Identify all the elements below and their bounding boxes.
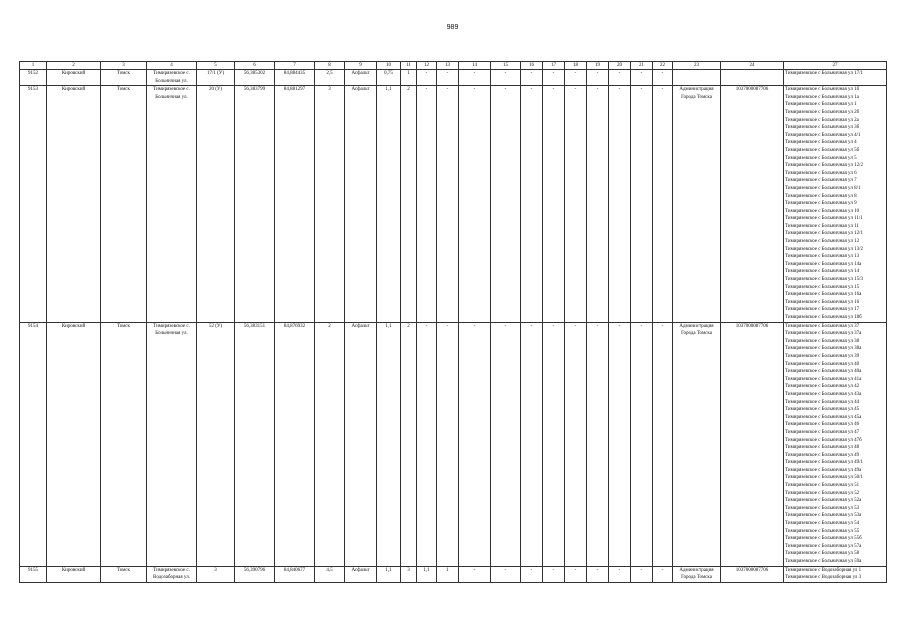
table-cell: - xyxy=(609,322,631,566)
table-cell: - xyxy=(459,566,491,582)
table-cell: - xyxy=(459,322,491,566)
table-cell xyxy=(721,70,784,86)
address-item: Тимирязевское с Больничная ул 15/3 xyxy=(785,277,863,283)
column-number-7: 7 xyxy=(275,62,315,70)
table-cell: - xyxy=(417,70,437,86)
table-cell: - xyxy=(437,322,459,566)
table-cell: - xyxy=(631,322,653,566)
table-cell: Томск xyxy=(101,86,147,322)
address-item: Тимирязевское с Больничная ул 46 xyxy=(785,422,860,428)
table-cell: - xyxy=(653,70,673,86)
table-cell: 2 xyxy=(315,322,345,566)
address-item: Тимирязевское с Больничная ул 38 xyxy=(785,338,860,344)
table-cell: 84,881297 xyxy=(275,86,315,322)
table-cell: Тимирязевское с. Больничная ул. xyxy=(147,70,197,86)
address-item: Тимирязевское с Больничная ул 5 xyxy=(785,155,857,161)
table-cell: 17/1 (У) xyxy=(197,70,235,86)
table-cell: 9153 xyxy=(20,86,47,322)
table-cell: Кировский xyxy=(47,86,101,322)
address-item: Тимирязевское с Больничная ул 8/1 xyxy=(785,185,861,191)
table-cell: - xyxy=(543,322,565,566)
table-cell: - xyxy=(521,566,543,582)
table-cell: 1,1 xyxy=(377,322,401,566)
table-cell: 1 xyxy=(401,70,417,86)
table-cell: - xyxy=(631,70,653,86)
address-item: Тимирязевское с Больничная ул 15 xyxy=(785,284,860,290)
table-cell: - xyxy=(491,566,521,582)
table-cell: Администрация Города Томска xyxy=(673,322,721,566)
address-item: Тимирязевское с Больничная ул 40а xyxy=(785,369,862,375)
address-item: Тимирязевское с Больничная ул 10 xyxy=(785,208,860,214)
address-item: Тимирязевское с Больничная ул 12/1 xyxy=(785,231,863,237)
table-row xyxy=(20,322,887,566)
column-number-10: 10 xyxy=(377,62,401,70)
table-cell: 56,383799 xyxy=(235,86,275,322)
table-cell: - xyxy=(565,322,587,566)
table-cell: - xyxy=(437,86,459,322)
address-item: Тимирязевское с Больничная ул 41а xyxy=(785,376,862,382)
table-cell: - xyxy=(521,86,543,322)
column-number-3: 3 xyxy=(101,62,147,70)
column-number-15: 15 xyxy=(491,62,521,70)
table-cell: 20 (У) xyxy=(197,86,235,322)
address-item: Тимирязевское с Больничная ул 16 xyxy=(785,299,860,305)
column-number-6: 6 xyxy=(235,62,275,70)
table-cell: 4,5 xyxy=(315,566,345,582)
table-cell: 84,876932 xyxy=(275,322,315,566)
table-cell: - xyxy=(543,566,565,582)
column-number-1: 1 xyxy=(20,62,47,70)
table-cell: - xyxy=(437,70,459,86)
table-cell: Томск xyxy=(101,70,147,86)
address-item: Тимирязевское с Больничная ул 50/1 xyxy=(785,475,863,481)
table-cell: - xyxy=(653,566,673,582)
table-cell: - xyxy=(609,70,631,86)
table-cell xyxy=(673,70,721,86)
column-number-12: 12 xyxy=(417,62,437,70)
table-cell: Администрация Города Томска xyxy=(673,566,721,582)
address-item: Тимирязевское с Больничная ул 40 xyxy=(785,361,860,367)
table-row xyxy=(20,566,887,582)
table-row xyxy=(20,86,887,322)
page-number: 989 xyxy=(446,24,459,31)
address-item: Тимирязевское с Больничная ул 1 xyxy=(785,102,857,108)
table-cell: 2 xyxy=(401,86,417,322)
address-item: Тимирязевское с Больничная ул 9 xyxy=(785,201,857,207)
address-item: Тимирязевское с Больничная ул 37 xyxy=(785,323,860,329)
address-list xyxy=(784,86,887,322)
column-number-25: 27 xyxy=(784,62,887,70)
address-item: Тимирязевское с Больничная ул 39 xyxy=(785,353,860,359)
table-cell: 84,840677 xyxy=(275,566,315,582)
column-number-row xyxy=(20,62,887,70)
table-cell: 9155 xyxy=(20,566,47,582)
table-cell: - xyxy=(521,322,543,566)
table-cell: 1 xyxy=(437,566,459,582)
column-number-5: 5 xyxy=(197,62,235,70)
address-item: Тимирязевское с Больничная ул 47б xyxy=(785,437,862,443)
table-cell: - xyxy=(587,322,609,566)
column-number-11: 11 xyxy=(401,62,417,70)
table-cell: 1037000087706 xyxy=(721,86,784,322)
address-item: Тимирязевское с Больничная ул 55 xyxy=(785,528,860,534)
column-number-20: 20 xyxy=(609,62,631,70)
address-item: Тимирязевское с Больничная ул 13/2 xyxy=(785,246,863,252)
table-cell: 84,884435 xyxy=(275,70,315,86)
address-item: Тимирязевское с Больничная ул 2а xyxy=(785,117,859,123)
table-cell: 3 xyxy=(401,566,417,582)
table-cell: 1,1 xyxy=(377,566,401,582)
table-cell: 9154 xyxy=(20,322,47,566)
address-list xyxy=(784,322,887,566)
address-item: Тимирязевское с Больничная ул 49а xyxy=(785,467,862,473)
address-item: Тимирязевское с Больничная ул 18б xyxy=(785,315,862,320)
table-cell: - xyxy=(459,70,491,86)
address-item: Тимирязевское с Больничная ул 13 xyxy=(785,254,860,260)
table-cell: 1037000087706 xyxy=(721,566,784,582)
address-item: Тимирязевское с Больничная ул 49 xyxy=(785,452,860,458)
column-number-2: 2 xyxy=(47,62,101,70)
address-item: Тимирязевское с Больничная ул 52а xyxy=(785,498,862,504)
table-cell: 1,1 xyxy=(417,566,437,582)
registry-body xyxy=(20,62,887,583)
column-number-18: 18 xyxy=(565,62,587,70)
table-cell: 56,390796 xyxy=(235,566,275,582)
address-item: Тимирязевское с Больничная ул 38а xyxy=(785,346,862,352)
column-number-16: 16 xyxy=(521,62,543,70)
address-item: Тимирязевское с Больничная ул 51 xyxy=(785,483,860,489)
table-cell: 56,385302 xyxy=(235,70,275,86)
address-list xyxy=(784,70,887,86)
table-cell: - xyxy=(609,86,631,322)
column-number-14: 14 xyxy=(459,62,491,70)
address-item: Тимирязевское с Больничная ул 53а xyxy=(785,513,862,519)
address-item: Тимирязевское с Больничная ул 43а xyxy=(785,391,862,397)
address-item: Тимирязевское с Больничная ул 45а xyxy=(785,414,862,420)
address-list xyxy=(784,566,887,582)
column-number-24: 24 xyxy=(721,62,784,70)
address-item: Тимирязевское с Больничная ул 48 xyxy=(785,445,860,451)
registry-table xyxy=(19,61,887,583)
address-item: Тимирязевское с Больничная ул 59а xyxy=(785,559,862,564)
address-item: Тимирязевское с Больничная ул 11/1 xyxy=(785,216,863,222)
address-item: Тимирязевское с Больничная ул 58 xyxy=(785,551,860,557)
column-number-13: 13 xyxy=(437,62,459,70)
table-cell: - xyxy=(587,566,609,582)
table-cell: - xyxy=(587,86,609,322)
table-cell: Асфальт xyxy=(345,566,377,582)
address-item: Тимирязевское с Больничная ул 55б xyxy=(785,536,862,542)
table-cell: - xyxy=(417,86,437,322)
table-cell: - xyxy=(491,322,521,566)
address-item: Тимирязевское с Больничная ул 1а xyxy=(785,94,859,100)
address-item: Тимирязевское с Водозаборная ул 3 xyxy=(785,575,862,581)
address-item: Тимирязевское с Больничная ул 6 xyxy=(785,170,857,176)
address-item: Тимирязевское с Больничная ул 2б xyxy=(785,109,860,115)
table-row xyxy=(20,70,887,86)
table-cell: - xyxy=(491,70,521,86)
address-item: Тимирязевское с Больничная ул 54 xyxy=(785,521,860,527)
table-cell: - xyxy=(543,70,565,86)
address-item: Тимирязевское с Больничная ул 57а xyxy=(785,543,862,549)
table-cell: 2 xyxy=(401,322,417,566)
table-cell: Кировский xyxy=(47,322,101,566)
column-number-23: 23 xyxy=(673,62,721,70)
address-item: Тимирязевское с Больничная ул 1б xyxy=(785,87,860,93)
table-cell: 1,1 xyxy=(377,86,401,322)
table-cell: - xyxy=(417,322,437,566)
address-item: Тимирязевское с Больничная ул 14 xyxy=(785,269,860,275)
table-cell: - xyxy=(587,70,609,86)
table-cell: Кировский xyxy=(47,566,101,582)
table-cell: Тимирязевское с. Больничная ул. xyxy=(147,322,197,566)
address-item: Тимирязевское с Больничная ул 8 xyxy=(785,193,857,199)
table-cell: - xyxy=(631,566,653,582)
table-cell: 2,5 xyxy=(315,70,345,86)
address-item: Тимирязевское с Больничная ул 7 xyxy=(785,178,857,184)
address-item: Тимирязевское с Больничная ул 52 xyxy=(785,490,860,496)
table-cell: - xyxy=(459,86,491,322)
table-cell: 52 (У) xyxy=(197,322,235,566)
table-cell: - xyxy=(491,86,521,322)
table-cell: Томск xyxy=(101,566,147,582)
column-number-21: 21 xyxy=(631,62,653,70)
table-cell: 1037000087706 xyxy=(721,322,784,566)
address-item: Тимирязевское с Больничная ул 16а xyxy=(785,292,862,298)
column-number-4: 4 xyxy=(147,62,197,70)
address-item: Тимирязевское с Больничная ул 3б xyxy=(785,125,860,131)
address-item: Тимирязевское с Больничная ул 12/2 xyxy=(785,163,863,169)
address-item: Тимирязевское с Больничная ул 4 xyxy=(785,140,857,146)
address-item: Тимирязевское с Больничная ул 53 xyxy=(785,505,860,511)
table-cell: Администрация Города Томска xyxy=(673,86,721,322)
table-cell: 3 xyxy=(197,566,235,582)
column-number-19: 19 xyxy=(587,62,609,70)
table-cell: 9152 xyxy=(20,70,47,86)
address-item: Тимирязевское с Больничная ул 42 xyxy=(785,384,860,390)
table-cell: Кировский xyxy=(47,70,101,86)
table-cell: Тимирязевское с. Больничная ул. xyxy=(147,86,197,322)
table-cell: Тимирязевское с. Водозаборная ул. xyxy=(147,566,197,582)
address-item: Тимирязевское с Больничная ул 44 xyxy=(785,399,860,405)
table-cell: - xyxy=(631,86,653,322)
table-cell: Асфальт xyxy=(345,86,377,322)
table-cell: 3 xyxy=(315,86,345,322)
table-cell: - xyxy=(565,70,587,86)
table-cell: 56,383151 xyxy=(235,322,275,566)
column-number-17: 17 xyxy=(543,62,565,70)
column-number-9: 9 xyxy=(345,62,377,70)
address-item: Тимирязевское с Больничная ул 17/1 xyxy=(785,71,863,76)
table-cell: Асфальт xyxy=(345,70,377,86)
address-item: Тимирязевское с Больничная ул 5б xyxy=(785,147,860,153)
address-item: Тимирязевское с Больничная ул 4/1 xyxy=(785,132,861,138)
column-number-8: 8 xyxy=(315,62,345,70)
address-item: Тимирязевское с Больничная ул 37а xyxy=(785,331,862,337)
table-cell: Томск xyxy=(101,322,147,566)
address-item: Тимирязевское с Больничная ул 47 xyxy=(785,429,860,435)
table-cell: - xyxy=(565,86,587,322)
address-item: Тимирязевское с Больничная ул 17 xyxy=(785,307,860,313)
table-cell: - xyxy=(653,86,673,322)
address-item: Тимирязевское с Больничная ул 11 xyxy=(785,223,859,229)
table-cell: - xyxy=(521,70,543,86)
table-cell: - xyxy=(565,566,587,582)
table-cell: - xyxy=(609,566,631,582)
table-cell: Асфальт xyxy=(345,322,377,566)
address-item: Тимирязевское с Больничная ул 49/1 xyxy=(785,460,863,466)
address-item: Тимирязевское с Больничная ул 45 xyxy=(785,407,860,413)
table-cell: 0,75 xyxy=(377,70,401,86)
column-number-22: 22 xyxy=(653,62,673,70)
address-item: Тимирязевское с Больничная ул 12 xyxy=(785,239,860,245)
table-cell: - xyxy=(653,322,673,566)
address-item: Тимирязевское с Водозаборная ул 1 xyxy=(785,567,862,573)
address-item: Тимирязевское с Больничная ул 14а xyxy=(785,261,862,267)
table-cell: - xyxy=(543,86,565,322)
